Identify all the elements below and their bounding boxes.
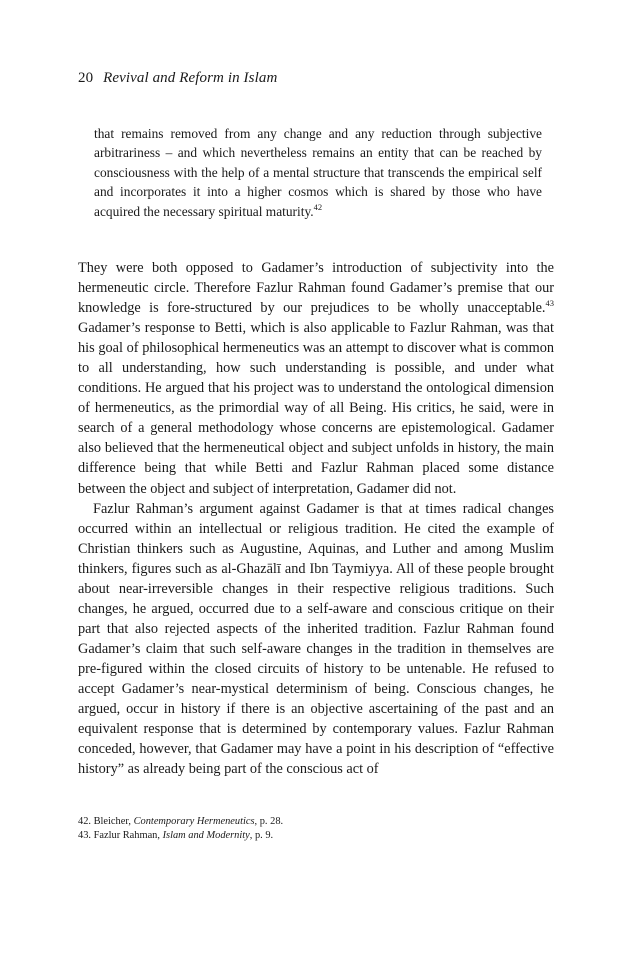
block-quote xyxy=(94,124,542,221)
paragraph-1-text-b: Gadamer’s response to Betti, which is also applicable to Fazlur Rahman, was that his goal of philosophical hermeneutics was an attempt to discover what is common to all understanding, how such understanding is possible, and under what conditions. He argued that his project was to understand the ontological dimension of hermeneutics, as the primordial way of all Being. His critics, he said, were in search of a general methodology whose concerns are epistemological. Gadamer also believed that the hermeneutical object and subject unfolds in history, the main difference being that while Betti and Fazlur Rahman placed some distance between the object and subject of interpretation, Gadamer did not. xyxy=(78,320,554,497)
footnote-work-title: Islam and Modernity xyxy=(162,829,250,841)
page-number: 20 xyxy=(78,70,94,86)
footnote-citation: , p. 9. xyxy=(249,829,274,841)
body-text xyxy=(78,258,554,779)
paragraph-2: Fazlur Rahman’s argument against Gadamer is that at times radical changes occurred within an intellectual or religious tradition. He cited the example of Christian thinkers such as Augustine, Aquinas, and Luther and among Muslim thinkers, figures such as al-Ghazālī and Ibn Taymiyya. All of these people brought about near-irreversible changes in their respective religious traditions. Such changes, he argued, occurred due to a self-aware and conscious critique on their part that also rejected aspects of the inherited tradition. Fazlur Rahman found Gadamer’s claim that such self-aware changes in the tradition in themselves are pre-figured within the closed circuits of history to be untenable. He refused to accept Gadamer’s near-mystical determinism of being. Conscious changes, he argued, occur in history if there is an objective ascertaining of the past and an equivalent response that is determined by contemporary values. Fazlur Rahman conceded, however, that Gadamer may have a point in his description of “effective history” as already being part of the conscious act of xyxy=(78,500,554,778)
footnote-author: Bleicher, xyxy=(93,816,131,827)
footnote-author: Fazlur Rahman, xyxy=(93,829,160,841)
footnote-ref-43[interactable]: 43 xyxy=(545,298,554,309)
paragraph-1-text-a: They were both opposed to Gadamer’s introduction of subjectivity into the hermeneutic circle. Therefore Fazlur Rahman found Gadamer’s premise that our knowledge is fore-structured by our prejudices to be wholly unacceptable. xyxy=(78,260,554,317)
footnote-42 xyxy=(78,815,554,829)
footnote-43 xyxy=(78,829,554,843)
running-head xyxy=(78,70,277,87)
footnote-citation: , p. 28. xyxy=(254,816,284,827)
block-quote-text: that remains removed from any change and any reduction through subjective arbitrariness – and which nevertheless remains an entity that can be reached by consciousness with the help of a mental structure that transcends the empirical self and incorporates it into a higher cosmos which is shared by those who have acquired the necessary spiritual maturity. xyxy=(94,126,542,219)
footnote-number: 43. xyxy=(78,829,91,841)
footnotes xyxy=(78,815,554,842)
footnote-number: 42. xyxy=(78,816,91,827)
book-title: Revival and Reform in Islam xyxy=(103,70,278,86)
paragraph-1 xyxy=(78,258,554,499)
footnote-work-title: Contemporary Hermeneutics xyxy=(133,816,255,827)
footnote-ref-42[interactable]: 42 xyxy=(313,201,323,212)
